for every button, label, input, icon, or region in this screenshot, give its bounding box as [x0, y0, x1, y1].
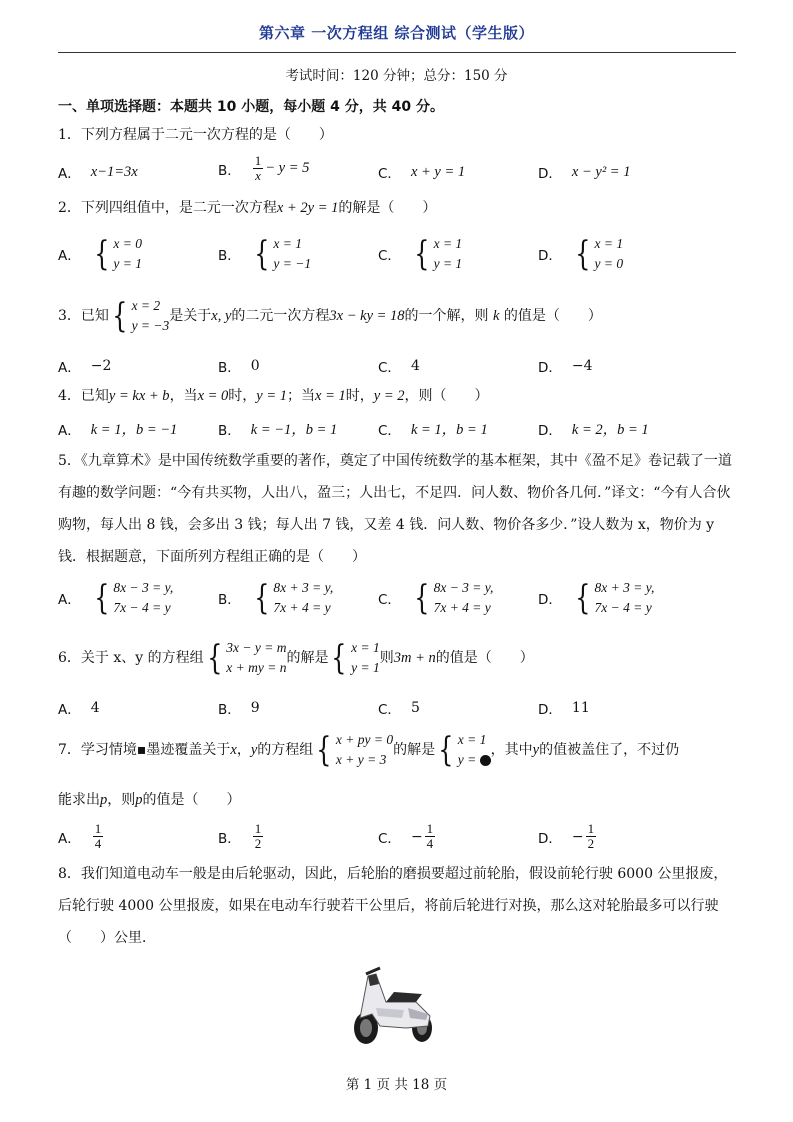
- q7-option-d: [538, 822, 598, 851]
- q7-var-p: p: [100, 792, 108, 808]
- option-label: B．: [218, 830, 241, 847]
- system-line: x = 0: [113, 236, 142, 251]
- q2-text: 2．下列四组值中，是二元一次方程: [58, 200, 277, 216]
- question-5: 5．《九章算术》是中国传统数学重要的著作，奠定了中国传统数学的基本框架，其中《盈不足》卷记载了一道有趣的数学问题：“今有共买物，人出八，盈三；人出七，不足四．问人数、物价各几何．”译文：“今有人合伙购物，每人出 8 钱，会多出 3 钱；每人出 7 钱，又差 4 钱．问人数、物价各多少．”设人数为 x，物价为 y 钱．根据题意，下面所列方程组正确的是（ ）: [58, 453, 732, 565]
- q1-option-b: [218, 154, 309, 183]
- q3-text: 的一个解，则: [404, 308, 489, 324]
- q3-option-b: [218, 356, 260, 376]
- system-line: x = 1: [273, 236, 303, 251]
- system-line: 8x + 3 = y,: [594, 580, 655, 595]
- q6-text: 则: [379, 650, 394, 666]
- denominator: 2: [254, 836, 262, 851]
- denominator: 4: [426, 836, 434, 851]
- q2-option-c: [378, 234, 462, 274]
- q7-option-b: [218, 822, 265, 851]
- q7-text: 7．学习情境▪墨迹覆盖关于: [58, 742, 231, 758]
- option-label: B．: [218, 592, 241, 608]
- question-6: [58, 638, 738, 678]
- q4-text: ，当: [169, 388, 198, 404]
- question-7: [58, 730, 738, 770]
- fraction: [586, 822, 597, 851]
- q6-option-b: [218, 698, 260, 718]
- q7-text: 的解是: [393, 742, 436, 758]
- q7-text: ，则: [107, 792, 136, 808]
- system-line: x = 2: [131, 298, 161, 313]
- option-value: k = 2，b = 1: [571, 422, 649, 438]
- page-number: 第 1 页 共 18 页: [345, 1077, 448, 1093]
- q2-text-end: 的解是（ ）: [338, 200, 437, 216]
- q3-equation: 3x − ky = 18: [329, 308, 405, 324]
- q7-text: 的值被盖住了，不过仍: [539, 742, 680, 758]
- system-line: x = 1: [594, 236, 624, 251]
- option-value: 4: [90, 700, 100, 716]
- system-line: 7x + 4 = y: [433, 600, 491, 615]
- system-line: x + my = n: [226, 660, 287, 675]
- system-line: [458, 750, 491, 770]
- q3-option-d: [538, 356, 593, 376]
- system-line: y = −1: [273, 256, 312, 271]
- option-value: x + y = 1: [410, 163, 466, 180]
- equation-system: { x = 1 y = −1: [254, 234, 312, 274]
- option-label: C．: [378, 360, 401, 376]
- system-line: y = 1: [351, 660, 380, 675]
- question-1: 1．下列方程属于二元一次方程的是（ ）: [58, 127, 333, 143]
- equation-system: { 3x − y = m x + my = n: [206, 638, 287, 678]
- equation-system: { 8x − 3 = y, 7x − 4 = y: [93, 578, 174, 618]
- numerator: 1: [254, 821, 262, 836]
- q7-var-y2: y: [532, 742, 540, 758]
- option-label: C．: [378, 248, 401, 264]
- q3-text-end: 的值是（ ）: [503, 308, 602, 324]
- ink-blot-icon: [480, 755, 491, 766]
- option-value: k = 1，b = −1: [90, 422, 178, 438]
- equation-system: { x + py = 0 x + y = 3: [316, 730, 394, 770]
- numerator: 1: [94, 821, 102, 836]
- option-label: B．: [218, 162, 241, 179]
- option-label: B．: [218, 360, 241, 376]
- equation-system: { x = 1 y = 1: [414, 234, 463, 274]
- q3-text: 是关于: [169, 308, 212, 324]
- q4-text: 4．已知: [58, 388, 109, 404]
- option-label: A．: [58, 830, 81, 847]
- q1-option-c: [378, 162, 465, 182]
- system-line: 7x − 4 = y: [594, 600, 652, 615]
- header-divider: [58, 52, 736, 53]
- minus-sign: −: [571, 828, 584, 845]
- q4-value: y = 2: [373, 388, 405, 404]
- denominator: 2: [587, 836, 595, 851]
- option-label: C．: [378, 702, 401, 718]
- option-value: x − y² = 1: [571, 163, 631, 180]
- solution-system: { x = 1 y =: [435, 730, 491, 770]
- q4-text: 时，: [345, 388, 374, 404]
- option-value: 11: [571, 700, 590, 716]
- system-line: y = 0: [594, 256, 624, 271]
- option-label: D．: [538, 422, 562, 439]
- option-label: B．: [218, 248, 241, 264]
- option-value: −4: [571, 358, 593, 374]
- numerator: 1: [426, 821, 434, 836]
- fraction: [253, 822, 264, 851]
- option-label: A．: [58, 166, 81, 182]
- question-8: 8．我们知道电动车一般是由后轮驱动，因此，后轮胎的磨损要超过前轮胎，假设前轮行驶 6000 公里报废，后轮行驶 4000 公里报废，如果在电动车行驶若干公里后，将前后轮进行对换，那么这对轮胎最多可以行驶（ ）公里．: [58, 866, 728, 946]
- system-line: 8x − 3 = y,: [113, 580, 174, 595]
- q3-option-a: [58, 356, 111, 376]
- q3-text: 的二元一次方程: [231, 308, 330, 324]
- system-line-text: y =: [457, 752, 477, 767]
- q7-option-a: [58, 822, 105, 851]
- q4-option-d: [538, 418, 649, 439]
- option-value: x−1=3x: [90, 163, 138, 180]
- option-label: A．: [58, 592, 81, 608]
- q4-option-c: [378, 418, 488, 439]
- q6-text-end: 的值是（ ）: [435, 650, 534, 666]
- option-value: 5: [410, 700, 420, 716]
- q5-option-d: [538, 578, 654, 618]
- option-label: D．: [538, 702, 562, 718]
- fraction: [425, 822, 436, 851]
- section-heading: 一、单项选择题：本题共 10 小题，每小题 4 分，共 40 分。: [58, 99, 444, 115]
- system-line: x + y = 3: [335, 752, 387, 767]
- q1-option-d: [538, 162, 630, 182]
- document-title: 第六章 一次方程组 综合测试（学生版）: [259, 24, 534, 42]
- q7-text-end: 的值是（ ）: [142, 792, 241, 808]
- denominator: x: [255, 168, 261, 183]
- q4-option-b: [218, 418, 337, 439]
- system-line: x + py = 0: [335, 732, 394, 747]
- option-label: B．: [218, 422, 241, 439]
- equation-system: { x = 2 y = −3: [112, 296, 170, 336]
- q6-text: 的解是: [286, 650, 329, 666]
- q3-option-c: [378, 356, 420, 376]
- option-value: 9: [250, 700, 260, 716]
- option-label: A．: [58, 360, 81, 376]
- equation-system: { 8x + 3 = y, 7x − 4 = y: [575, 578, 655, 618]
- exam-info: 考试时间：120 分钟；总分：150 分: [285, 68, 508, 84]
- option-value: 0: [250, 358, 260, 374]
- q4-equation: y = kx + b: [108, 388, 170, 404]
- q7-text: 能求出: [58, 792, 100, 808]
- option-value: − y = 5: [265, 160, 310, 176]
- minus-sign: −: [410, 828, 423, 845]
- q7-text: ，其中: [490, 742, 533, 758]
- option-label: A．: [58, 248, 81, 264]
- fraction: [93, 822, 104, 851]
- q6-option-d: [538, 698, 590, 718]
- q3-k: k: [493, 308, 500, 324]
- option-label: D．: [538, 360, 562, 376]
- q5-option-a: [58, 578, 173, 618]
- equation-system: { x = 1 y = 0: [575, 234, 624, 274]
- question-2: [58, 198, 738, 218]
- q4-cond: x = 0: [197, 388, 229, 404]
- option-value: −2: [90, 358, 112, 374]
- option-label: D．: [538, 830, 562, 847]
- option-label: D．: [538, 248, 562, 264]
- q6-expr: 3m + n: [393, 650, 436, 666]
- q6-text: 6．关于 x、y 的方程组: [58, 650, 204, 666]
- equation-system: { x = 0 y = 1: [93, 234, 142, 274]
- q2-option-a: [58, 234, 142, 274]
- q2-equation: x + 2y = 1: [276, 200, 339, 216]
- q6-option-a: [58, 698, 100, 718]
- option-label: A．: [58, 422, 81, 439]
- option-label: D．: [538, 166, 562, 182]
- q6-option-c: [378, 698, 420, 718]
- question-4: [58, 386, 738, 406]
- q4-cond: x = 1: [315, 388, 346, 404]
- option-label: C．: [378, 592, 401, 608]
- q4-text: ；当: [287, 388, 316, 404]
- q2-option-d: [538, 234, 623, 274]
- option-label: C．: [378, 422, 401, 439]
- q4-value: y = 1: [256, 388, 288, 404]
- system-line: y = −3: [131, 318, 170, 333]
- numerator: 1: [587, 821, 595, 836]
- system-line: y = 1: [113, 256, 142, 271]
- numerator: 1: [254, 153, 262, 168]
- option-value: 4: [410, 358, 420, 374]
- q2-option-b: [218, 234, 311, 274]
- option-label: C．: [378, 166, 401, 182]
- q7-var-y: y: [250, 742, 258, 758]
- system-line: x = 1: [351, 640, 380, 655]
- equation-system: { 8x − 3 = y, 7x + 4 = y: [414, 578, 494, 618]
- system-line: x = 1: [433, 236, 463, 251]
- option-label: D．: [538, 592, 562, 608]
- solution-system: { x = 1 y = 1: [331, 638, 380, 678]
- fraction: [253, 154, 264, 183]
- option-label: C．: [378, 830, 401, 847]
- electric-scooter-image: [346, 958, 440, 1048]
- q7-var-p2: p: [135, 792, 143, 808]
- option-value: k = −1，b = 1: [250, 422, 338, 438]
- option-label: B．: [218, 702, 241, 718]
- denominator: 4: [94, 836, 102, 851]
- option-value: k = 1，b = 1: [410, 422, 488, 438]
- q5-option-b: [218, 578, 333, 618]
- q4-option-a: [58, 418, 177, 439]
- q7-var-x: x: [230, 742, 237, 758]
- system-line: 8x − 3 = y,: [433, 580, 494, 595]
- system-line: 7x − 4 = y: [113, 600, 171, 615]
- question-3: [58, 296, 738, 336]
- system-line: 3x − y = m: [226, 640, 287, 655]
- equation-system: { 8x + 3 = y, 7x + 4 = y: [254, 578, 334, 618]
- system-line: x = 1: [457, 732, 487, 747]
- q5-option-c: [378, 578, 493, 618]
- q4-text: 时，: [228, 388, 257, 404]
- q7-text: ，: [236, 742, 251, 758]
- q3-text: 3．已知: [58, 308, 109, 324]
- q7-option-c: [378, 822, 437, 851]
- q1-option-a: [58, 162, 138, 182]
- question-7-line-2: [58, 790, 738, 810]
- q4-text-end: ，则（ ）: [404, 388, 489, 404]
- system-line: 8x + 3 = y,: [273, 580, 334, 595]
- q3-vars: x, y: [211, 308, 232, 324]
- q7-text: 的方程组: [257, 742, 314, 758]
- system-line: y = 1: [433, 256, 463, 271]
- system-line: 7x + 4 = y: [273, 600, 331, 615]
- option-label: A．: [58, 702, 81, 718]
